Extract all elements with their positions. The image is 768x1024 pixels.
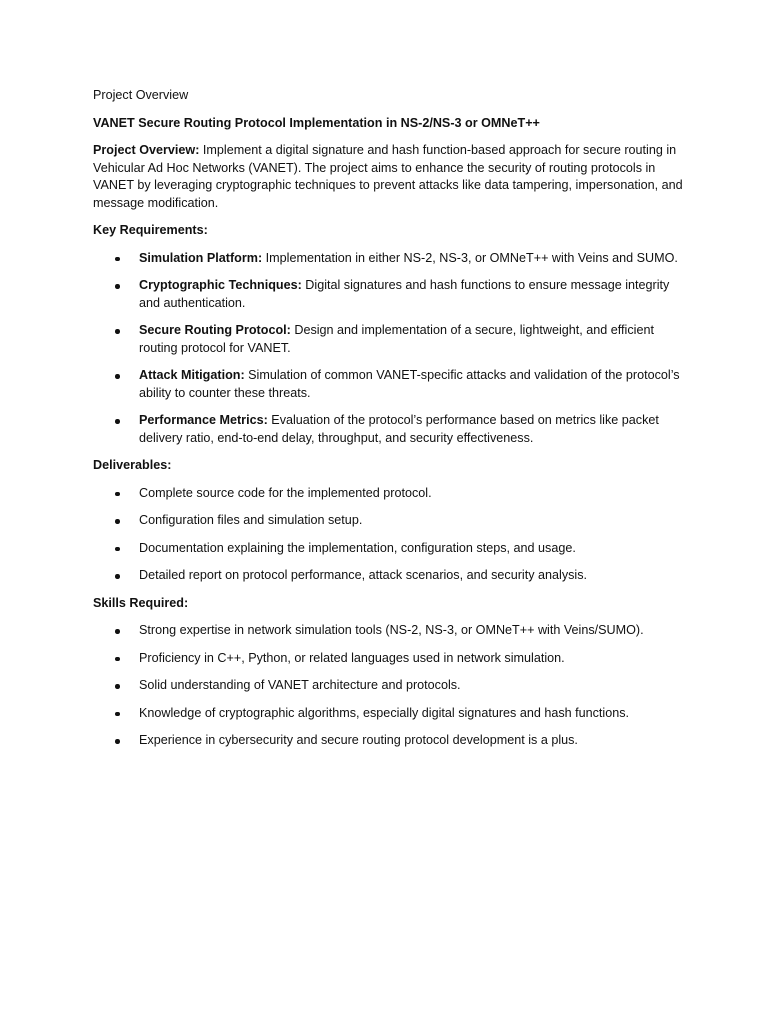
skills-list	[93, 622, 683, 750]
item-label: Secure Routing Protocol:	[139, 323, 291, 337]
top-label: Project Overview	[93, 88, 189, 102]
list-item	[93, 732, 683, 750]
item-text: Solid understanding of VANET architecture and protocols.	[139, 678, 461, 692]
item-text: Implementation in either NS-2, NS-3, or OMNeT++ with Veins and SUMO.	[262, 250, 678, 265]
document-title: VANET Secure Routing Protocol Implementation in NS-2/NS-3 or OMNeT++	[93, 115, 540, 130]
item-text: Detailed report on protocol performance, attack scenarios, and security analysis.	[139, 568, 588, 582]
list-item	[93, 540, 683, 558]
list-item	[93, 412, 683, 447]
item-text: Complete source code for the implemented protocol.	[139, 485, 432, 500]
item-text: Knowledge of cryptographic algorithms, especially digital signatures and hash functions.	[139, 705, 630, 720]
list-item	[93, 485, 683, 503]
bullet-icon	[115, 492, 120, 497]
list-item	[93, 705, 683, 723]
overview-label: Project Overview:	[93, 143, 200, 157]
bullet-icon	[115, 547, 120, 552]
bullet-icon	[115, 374, 120, 379]
item-text: Design and implementation of a secure, lightweight, and efficient routing protocol for VANET.	[139, 323, 654, 355]
list-item	[93, 322, 683, 357]
list-item	[93, 277, 683, 312]
key-requirements-heading: Key Requirements:	[93, 223, 208, 237]
deliverables-list	[93, 485, 683, 585]
overview-text: Implement a digital signature and hash function-based approach for secure routing in Vehicular Ad Hoc Networks (VANET). The project aims to enhance the security of routing protocols in VANET by leveraging cryptographic techniques to prevent attacks like data tampering, impersonation, and message modification.	[93, 143, 683, 210]
item-label: Simulation Platform:	[139, 250, 263, 265]
item-label: Attack Mitigation:	[139, 368, 245, 382]
overview-paragraph	[93, 142, 683, 212]
list-item	[93, 367, 683, 402]
item-text: Strong expertise in network simulation tools (NS-2, NS-3, or OMNeT++ with Veins/SUMO).	[139, 623, 644, 637]
item-text: Proficiency in C++, Python, or related languages used in network simulation.	[139, 650, 565, 665]
bullet-icon	[115, 739, 120, 744]
item-text: Evaluation of the protocol’s performance based on metrics like packet delivery ratio, end-to-end delay, throughput, and security effectiveness.	[139, 413, 659, 445]
bullet-icon	[115, 419, 120, 424]
item-text: Configuration files and simulation setup.	[139, 513, 363, 527]
bullet-icon	[115, 712, 120, 717]
list-item	[93, 677, 683, 695]
bullet-icon	[115, 629, 120, 634]
list-item	[93, 650, 683, 668]
item-label: Cryptographic Techniques:	[139, 278, 302, 292]
bullet-icon	[115, 574, 120, 579]
item-text: Documentation explaining the implementation, configuration steps, and usage.	[139, 540, 576, 555]
bullet-icon	[115, 657, 120, 662]
item-text: Experience in cybersecurity and secure routing protocol development is a plus.	[139, 733, 578, 747]
list-item	[93, 622, 683, 640]
bullet-icon	[115, 257, 120, 262]
bullet-icon	[115, 519, 120, 524]
deliverables-heading: Deliverables:	[93, 458, 172, 472]
skills-heading: Skills Required:	[93, 595, 189, 610]
item-label: Performance Metrics:	[139, 413, 268, 427]
item-text: Digital signatures and hash functions to ensure message integrity and authentication.	[139, 278, 670, 310]
bullet-icon	[115, 684, 120, 689]
list-item	[93, 250, 683, 268]
document-body	[93, 87, 683, 760]
item-text: Simulation of common VANET-specific attacks and validation of the protocol’s ability to counter these threats.	[139, 368, 680, 400]
list-item	[93, 567, 683, 585]
bullet-icon	[115, 329, 120, 334]
list-item	[93, 512, 683, 530]
bullet-icon	[115, 284, 120, 289]
key-requirements-list	[93, 250, 683, 448]
